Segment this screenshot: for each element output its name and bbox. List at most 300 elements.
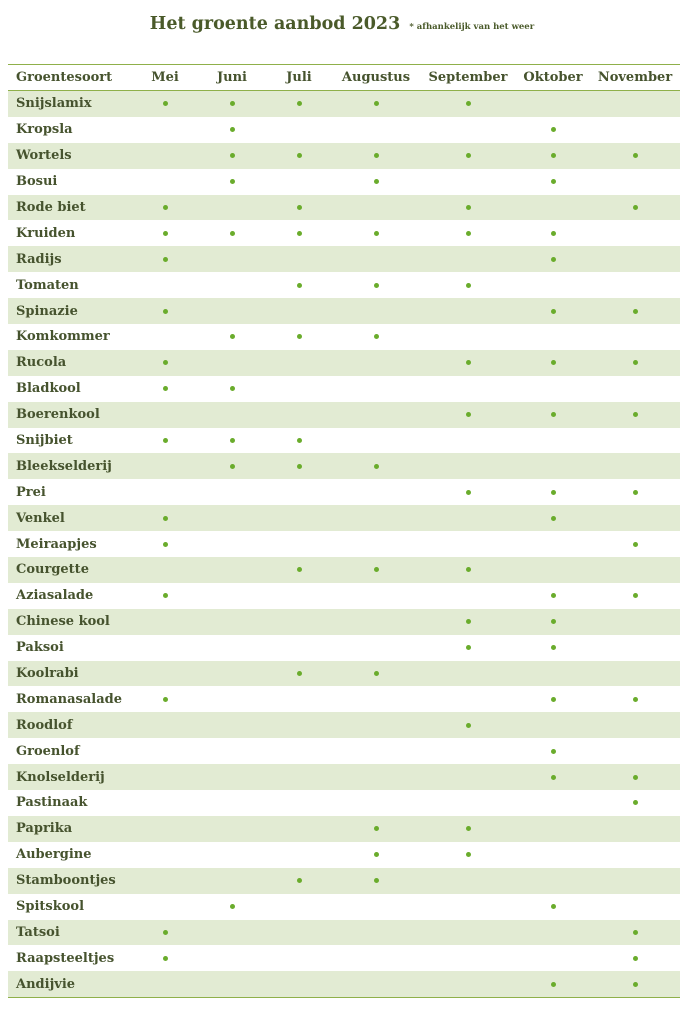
cell-august <box>326 246 426 272</box>
cell-november <box>595 712 675 738</box>
table-row <box>8 479 680 505</box>
cell-august <box>326 971 426 997</box>
cell-october <box>513 661 593 687</box>
cell-august <box>326 712 426 738</box>
cell-october <box>513 842 593 868</box>
cell-june <box>201 531 263 557</box>
cell-november <box>595 531 675 557</box>
cell-may <box>134 246 196 272</box>
table-header-row <box>8 65 680 91</box>
cell-october <box>513 169 593 195</box>
available-dot-icon <box>466 490 471 495</box>
cell-september <box>418 324 518 350</box>
cell-october <box>513 298 593 324</box>
cell-may <box>134 402 196 428</box>
available-dot-icon <box>633 593 638 598</box>
vegetable-name: Snijbiet <box>16 433 73 449</box>
table-row <box>8 350 680 376</box>
column-header-may: Mei <box>151 70 179 85</box>
available-dot-icon <box>163 205 168 210</box>
cell-august <box>326 324 426 350</box>
vegetable-name: Boerenkool <box>16 407 100 423</box>
cell-may <box>134 324 196 350</box>
table-row <box>8 195 680 221</box>
cell-july <box>268 195 330 221</box>
cell-august <box>326 220 426 246</box>
available-dot-icon <box>551 749 556 754</box>
cell-october <box>513 376 593 402</box>
cell-july <box>268 453 330 479</box>
cell-may <box>134 195 196 221</box>
vegetable-name: Spinazie <box>16 303 78 319</box>
table-row <box>8 920 680 946</box>
cell-october <box>513 143 593 169</box>
cell-may <box>134 635 196 661</box>
cell-september <box>418 531 518 557</box>
cell-october <box>513 557 593 583</box>
table-row <box>8 764 680 790</box>
cell-august <box>326 272 426 298</box>
cell-july <box>268 169 330 195</box>
cell-november <box>595 816 675 842</box>
cell-august <box>326 376 426 402</box>
available-dot-icon <box>163 593 168 598</box>
cell-november <box>595 246 675 272</box>
cell-september <box>418 557 518 583</box>
vegetable-name: Andijvie <box>16 976 76 992</box>
cell-july <box>268 661 330 687</box>
available-dot-icon <box>374 283 379 288</box>
vegetable-name: Snijslamix <box>16 96 92 112</box>
available-dot-icon <box>163 697 168 702</box>
cell-november <box>595 220 675 246</box>
cell-august <box>326 920 426 946</box>
cell-august <box>326 402 426 428</box>
cell-may <box>134 971 196 997</box>
cell-may <box>134 609 196 635</box>
cell-november <box>595 143 675 169</box>
cell-july <box>268 738 330 764</box>
cell-august <box>326 195 426 221</box>
cell-august <box>326 557 426 583</box>
cell-may <box>134 764 196 790</box>
cell-november <box>595 635 675 661</box>
available-dot-icon <box>466 412 471 417</box>
available-dot-icon <box>466 567 471 572</box>
cell-july <box>268 790 330 816</box>
cell-july <box>268 117 330 143</box>
cell-may <box>134 298 196 324</box>
cell-june <box>201 143 263 169</box>
column-header-july: Juli <box>286 70 312 85</box>
available-dot-icon <box>633 800 638 805</box>
table-row <box>8 971 680 997</box>
cell-september <box>418 816 518 842</box>
cell-october <box>513 894 593 920</box>
cell-august <box>326 479 426 505</box>
cell-june <box>201 91 263 117</box>
cell-july <box>268 764 330 790</box>
cell-july <box>268 428 330 454</box>
cell-july <box>268 324 330 350</box>
cell-june <box>201 609 263 635</box>
column-header-june: Juni <box>217 70 247 85</box>
cell-june <box>201 117 263 143</box>
available-dot-icon <box>297 205 302 210</box>
cell-september <box>418 402 518 428</box>
cell-november <box>595 117 675 143</box>
table-row <box>8 376 680 402</box>
cell-november <box>595 920 675 946</box>
table-row <box>8 609 680 635</box>
page-title: Het groente aanbod 2023 <box>149 14 401 34</box>
cell-june <box>201 350 263 376</box>
available-dot-icon <box>163 309 168 314</box>
vegetable-name: Stamboontjes <box>16 873 116 889</box>
cell-june <box>201 428 263 454</box>
cell-september <box>418 920 518 946</box>
cell-june <box>201 790 263 816</box>
cell-october <box>513 505 593 531</box>
available-dot-icon <box>466 619 471 624</box>
cell-may <box>134 117 196 143</box>
table-row <box>8 661 680 687</box>
cell-august <box>326 169 426 195</box>
cell-june <box>201 920 263 946</box>
cell-october <box>513 479 593 505</box>
cell-october <box>513 609 593 635</box>
cell-july <box>268 816 330 842</box>
cell-september <box>418 635 518 661</box>
available-dot-icon <box>230 127 235 132</box>
cell-may <box>134 557 196 583</box>
cell-july <box>268 945 330 971</box>
cell-october <box>513 428 593 454</box>
available-dot-icon <box>551 904 556 909</box>
available-dot-icon <box>551 127 556 132</box>
available-dot-icon <box>297 153 302 158</box>
cell-august <box>326 894 426 920</box>
vegetable-name: Rode biet <box>16 200 86 215</box>
available-dot-icon <box>297 283 302 288</box>
cell-october <box>513 945 593 971</box>
cell-september <box>418 298 518 324</box>
column-header-november: November <box>597 70 673 85</box>
available-dot-icon <box>551 516 556 521</box>
cell-october <box>513 272 593 298</box>
available-dot-icon <box>633 490 638 495</box>
vegetable-name: Meiraapjes <box>16 536 97 552</box>
vegetable-name: Raapsteeltjes <box>16 950 115 966</box>
cell-july <box>268 583 330 609</box>
cell-october <box>513 868 593 894</box>
table-row <box>8 453 680 479</box>
available-dot-icon <box>551 775 556 780</box>
vegetable-name: Tomaten <box>16 277 79 293</box>
table-row <box>8 712 680 738</box>
weather-note: * afhankelijk van het weer <box>409 22 535 32</box>
cell-july <box>268 531 330 557</box>
available-dot-icon <box>374 826 379 831</box>
available-dot-icon <box>230 904 235 909</box>
cell-july <box>268 920 330 946</box>
cell-november <box>595 479 675 505</box>
cell-november <box>595 557 675 583</box>
cell-may <box>134 505 196 531</box>
available-dot-icon <box>551 360 556 365</box>
available-dot-icon <box>633 412 638 417</box>
cell-september <box>418 143 518 169</box>
available-dot-icon <box>297 438 302 443</box>
available-dot-icon <box>466 153 471 158</box>
column-header-september: September <box>428 70 508 85</box>
vegetable-name: Venkel <box>16 510 65 526</box>
cell-october <box>513 453 593 479</box>
available-dot-icon <box>633 205 638 210</box>
cell-may <box>134 945 196 971</box>
table-row <box>8 117 680 143</box>
cell-june <box>201 816 263 842</box>
table-row <box>8 531 680 557</box>
cell-november <box>595 971 675 997</box>
table-row <box>8 324 680 350</box>
cell-august <box>326 609 426 635</box>
cell-august <box>326 531 426 557</box>
available-dot-icon <box>551 153 556 158</box>
vegetable-name: Komkommer <box>16 329 110 345</box>
available-dot-icon <box>633 930 638 935</box>
cell-august <box>326 868 426 894</box>
cell-july <box>268 220 330 246</box>
cell-september <box>418 971 518 997</box>
available-dot-icon <box>163 101 168 106</box>
cell-september <box>418 376 518 402</box>
available-dot-icon <box>551 309 556 314</box>
cell-october <box>513 738 593 764</box>
cell-may <box>134 842 196 868</box>
cell-september <box>418 609 518 635</box>
table-row <box>8 557 680 583</box>
cell-may <box>134 91 196 117</box>
vegetable-name: Wortels <box>16 148 72 164</box>
available-dot-icon <box>551 982 556 987</box>
cell-june <box>201 246 263 272</box>
cell-november <box>595 868 675 894</box>
table-row <box>8 842 680 868</box>
available-dot-icon <box>633 153 638 158</box>
cell-september <box>418 712 518 738</box>
cell-july <box>268 143 330 169</box>
available-dot-icon <box>633 360 638 365</box>
available-dot-icon <box>230 153 235 158</box>
available-dot-icon <box>466 205 471 210</box>
cell-july <box>268 298 330 324</box>
available-dot-icon <box>163 516 168 521</box>
table-row <box>8 738 680 764</box>
cell-september <box>418 894 518 920</box>
cell-august <box>326 428 426 454</box>
cell-november <box>595 324 675 350</box>
cell-may <box>134 738 196 764</box>
cell-may <box>134 376 196 402</box>
available-dot-icon <box>551 231 556 236</box>
available-dot-icon <box>633 775 638 780</box>
cell-august <box>326 350 426 376</box>
vegetable-name: Courgette <box>16 562 89 578</box>
cell-june <box>201 298 263 324</box>
cell-october <box>513 117 593 143</box>
available-dot-icon <box>230 438 235 443</box>
cell-september <box>418 428 518 454</box>
cell-june <box>201 583 263 609</box>
cell-july <box>268 971 330 997</box>
available-dot-icon <box>466 360 471 365</box>
vegetable-name: Romanasalade <box>16 691 122 707</box>
cell-october <box>513 971 593 997</box>
table-row <box>8 790 680 816</box>
cell-november <box>595 609 675 635</box>
cell-may <box>134 894 196 920</box>
cell-november <box>595 195 675 221</box>
cell-may <box>134 169 196 195</box>
cell-may <box>134 143 196 169</box>
available-dot-icon <box>466 231 471 236</box>
column-header-october: Oktober <box>523 70 583 85</box>
cell-may <box>134 920 196 946</box>
cell-september <box>418 764 518 790</box>
cell-november <box>595 169 675 195</box>
available-dot-icon <box>551 490 556 495</box>
available-dot-icon <box>551 697 556 702</box>
table-row <box>8 246 680 272</box>
cell-november <box>595 91 675 117</box>
vegetable-name: Aubergine <box>16 847 92 863</box>
cell-june <box>201 686 263 712</box>
cell-may <box>134 220 196 246</box>
vegetable-name: Chinese kool <box>16 614 110 630</box>
vegetable-name: Rucola <box>16 355 67 371</box>
cell-june <box>201 868 263 894</box>
cell-june <box>201 764 263 790</box>
column-header-vegetable: Groentesoort <box>16 70 113 85</box>
cell-july <box>268 505 330 531</box>
cell-august <box>326 453 426 479</box>
table-row <box>8 143 680 169</box>
cell-september <box>418 169 518 195</box>
available-dot-icon <box>297 101 302 106</box>
page-header <box>0 14 684 34</box>
available-dot-icon <box>230 334 235 339</box>
vegetable-name: Radijs <box>16 251 62 267</box>
available-dot-icon <box>163 930 168 935</box>
cell-september <box>418 868 518 894</box>
cell-august <box>326 91 426 117</box>
cell-july <box>268 686 330 712</box>
cell-june <box>201 712 263 738</box>
table-row <box>8 272 680 298</box>
vegetable-name: Bleekselderij <box>16 458 112 474</box>
cell-june <box>201 557 263 583</box>
cell-may <box>134 868 196 894</box>
available-dot-icon <box>551 619 556 624</box>
cell-november <box>595 790 675 816</box>
cell-june <box>201 376 263 402</box>
cell-october <box>513 324 593 350</box>
cell-november <box>595 505 675 531</box>
cell-august <box>326 816 426 842</box>
vegetable-name: Bosui <box>16 174 58 190</box>
available-dot-icon <box>163 386 168 391</box>
available-dot-icon <box>374 101 379 106</box>
cell-september <box>418 790 518 816</box>
vegetable-name: Paprika <box>16 821 73 837</box>
vegetable-name: Bladkool <box>16 381 81 397</box>
available-dot-icon <box>297 231 302 236</box>
cell-july <box>268 376 330 402</box>
cell-october <box>513 531 593 557</box>
available-dot-icon <box>297 334 302 339</box>
cell-august <box>326 505 426 531</box>
cell-june <box>201 453 263 479</box>
cell-may <box>134 686 196 712</box>
vegetable-name: Kruiden <box>16 225 76 241</box>
available-dot-icon <box>374 231 379 236</box>
cell-november <box>595 376 675 402</box>
cell-september <box>418 246 518 272</box>
cell-september <box>418 583 518 609</box>
cell-august <box>326 635 426 661</box>
cell-september <box>418 117 518 143</box>
cell-june <box>201 505 263 531</box>
available-dot-icon <box>466 283 471 288</box>
cell-september <box>418 661 518 687</box>
cell-june <box>201 842 263 868</box>
cell-september <box>418 350 518 376</box>
cell-november <box>595 583 675 609</box>
cell-october <box>513 350 593 376</box>
cell-november <box>595 764 675 790</box>
table-row <box>8 816 680 842</box>
vegetable-name: Groenlof <box>16 743 80 759</box>
available-dot-icon <box>374 567 379 572</box>
available-dot-icon <box>633 956 638 961</box>
available-dot-icon <box>297 464 302 469</box>
cell-june <box>201 324 263 350</box>
vegetable-name: Spitskool <box>16 899 85 915</box>
cell-august <box>326 790 426 816</box>
available-dot-icon <box>551 593 556 598</box>
available-dot-icon <box>374 878 379 883</box>
column-header-august: Augustus <box>341 70 411 85</box>
available-dot-icon <box>163 956 168 961</box>
cell-august <box>326 764 426 790</box>
cell-july <box>268 350 330 376</box>
cell-july <box>268 868 330 894</box>
cell-june <box>201 220 263 246</box>
available-dot-icon <box>230 101 235 106</box>
vegetable-name: Koolrabi <box>16 666 79 682</box>
cell-november <box>595 272 675 298</box>
cell-august <box>326 143 426 169</box>
cell-november <box>595 945 675 971</box>
available-dot-icon <box>374 179 379 184</box>
cell-july <box>268 402 330 428</box>
cell-october <box>513 402 593 428</box>
cell-may <box>134 531 196 557</box>
cell-november <box>595 894 675 920</box>
cell-september <box>418 505 518 531</box>
cell-october <box>513 686 593 712</box>
